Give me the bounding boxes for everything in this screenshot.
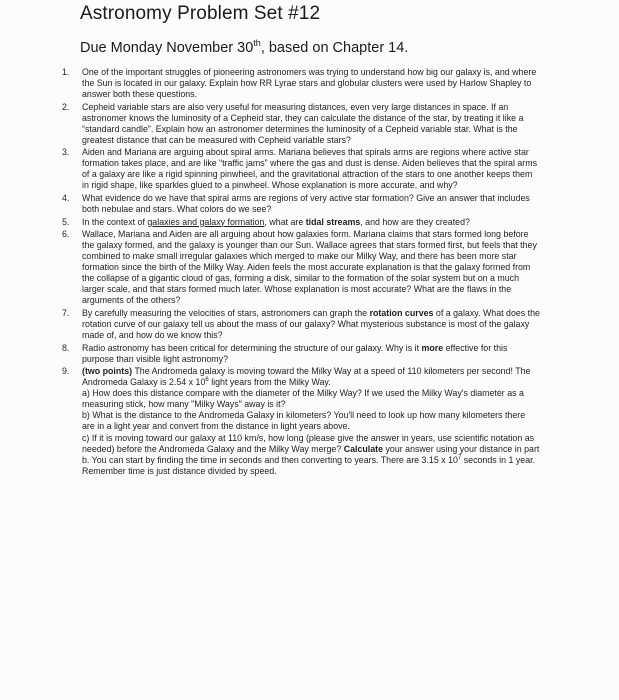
due-superscript: th — [253, 38, 261, 49]
q8-prefix: Radio astronomy has been critical for determining the structure of our galaxy. Why is it — [82, 342, 422, 353]
question-4 — [60, 193, 540, 215]
question-number: 3. — [62, 147, 70, 158]
q9-part-b: b) What is the distance to the Andromeda Galaxy in kilometers? You'll need to look up how many kilometers there are in a light year and convert from the distance in light years above. — [82, 410, 526, 432]
question-list — [60, 67, 540, 478]
question-text: What evidence do we have that spiral arms are regions of very active star formation? Give an answer that includes both nebulae and stars. What colors do we see? — [82, 193, 530, 215]
question-2 — [60, 102, 540, 146]
question-number: 2. — [62, 101, 70, 112]
q5-suffix: , and how are they created? — [360, 216, 470, 227]
question-text: One of the important struggles of pioneering astronomers was trying to understand how big our galaxy is, and where the Sun is located in our galaxy. Explain how RR Lyrae stars and globular clusters were used by Harlow Shapley to answer both these questions. — [82, 67, 537, 100]
q9-part-c-text-2: your answer using your distance in part b. You can start by finding the time in seconds and then converting to years. There are 3.15 x 10 — [82, 443, 540, 465]
question-5 — [60, 217, 540, 228]
question-number: 7. — [62, 307, 70, 318]
due-prefix: Due Monday November 30 — [80, 40, 254, 56]
q7-prefix: By carefully measuring the velocities of stars, astronomers can graph the — [82, 307, 370, 318]
question-text — [82, 343, 507, 364]
due-date — [80, 40, 408, 56]
page-title: Astronomy Problem Set #12 — [80, 3, 321, 24]
q8-bold-term: more — [421, 342, 444, 353]
question-text — [82, 217, 470, 227]
due-suffix: , based on Chapter 14. — [260, 40, 409, 56]
question-text: Wallace, Mariana and Aiden are all arguing about how galaxies form. Mariana claims that stars formed long before the galaxy formed, and the galaxy is younger than our Sun. Wallace agrees that stars formed first, but feels that they combined to make small irregular galaxies which merged to make our Milky Way, and there has been more star formation since the birth of the Milky Way. Aiden feels the most accurate explanation is that the galaxy formed from the collapse of a gigantic cloud of gas, forming a disk, similar to the formation of the solar system but on a much larger scale, and that stars formed much later. Whose explanation is most accurate? What are the flaws in the arguments of the others? — [82, 229, 537, 306]
question-8 — [60, 343, 540, 365]
question-text — [82, 308, 540, 340]
question-1 — [60, 67, 540, 100]
question-number: 5. — [62, 216, 70, 227]
question-number: 8. — [62, 342, 70, 353]
q9-part-a: a) How does this distance compare with the diameter of the Milky Way? If we used the Milky Way's diameter as a measuring stick, how many "Milky Ways" away is it? — [82, 388, 524, 410]
q9-part-c-exponent: 7 — [457, 454, 462, 461]
question-6 — [60, 229, 540, 306]
q9-points-label: (two points) — [82, 366, 133, 377]
question-9 — [60, 366, 540, 476]
question-text — [82, 366, 540, 476]
q5-middle: , what are — [264, 216, 306, 227]
question-number: 1. — [62, 67, 70, 77]
galaxy-formation-link[interactable]: galaxies and galaxy formation — [147, 216, 265, 227]
question-3 — [60, 147, 540, 191]
question-text: Aiden and Mariana are arguing about spiral arms. Mariana believes that spirals arms are regions where active star formation takes place, and are like “traffic jams” where the gas and dust is dense. Aiden believes that the spiral arms of a galaxy are like a rigid spinning pinwheel, and the gravitational attraction of the stars to one another keeps them in rigid shape, like sparkles glued to a pinwheel. Whose explanation is more accurate, and why? — [82, 147, 538, 191]
q5-prefix: In the context of — [82, 216, 148, 227]
q9-part-c-text-3: seconds in 1 year. Remember time is just distance divided by speed. — [82, 454, 536, 476]
q9-exponent: 6 — [205, 377, 209, 384]
question-number: 4. — [62, 193, 70, 204]
question-7 — [60, 308, 540, 341]
q8-suffix: effective for this purpose than visible light astronomy? — [82, 342, 508, 364]
q9-part-c-bold: Calculate — [343, 443, 384, 454]
q9-part-c-text: c) If it is moving toward our galaxy at 110 km/s, how long (please give the answer in years, use scientific notation as needed) before the Andromeda Galaxy and the Milky Way merge? — [82, 432, 535, 454]
q7-bold-term: rotation curves — [369, 307, 434, 318]
q5-bold-term: tidal streams — [305, 216, 361, 227]
q7-suffix: of a galaxy. What does the rotation curve of our galaxy tell us about the mass of our galaxy? What mysterious substance is most of the galaxy made of, and how do we know this? — [82, 307, 540, 341]
q9-intro: The Andromeda galaxy is moving toward the Milky Way at a speed of 110 kilometers per second! The Andromeda Galaxy is 2.54 x 10 — [82, 366, 531, 388]
question-number: 6. — [62, 229, 70, 240]
q9-intro-end: light years from the Milky Way. — [208, 377, 331, 388]
q9-part-c — [82, 433, 540, 477]
question-number: 9. — [62, 366, 70, 377]
question-text: Cepheid variable stars are also very useful for measuring distances, even very large distances in space. If an astronomer knows the luminosity of a Cepheid star, they can calculate the distance of the star, by treating it like a “standard candle”. Explain how an astronomer determines the luminosity of a Cepheid variable star. What is the greatest distance that can be measured with Cepheid variable stars? — [82, 101, 524, 145]
